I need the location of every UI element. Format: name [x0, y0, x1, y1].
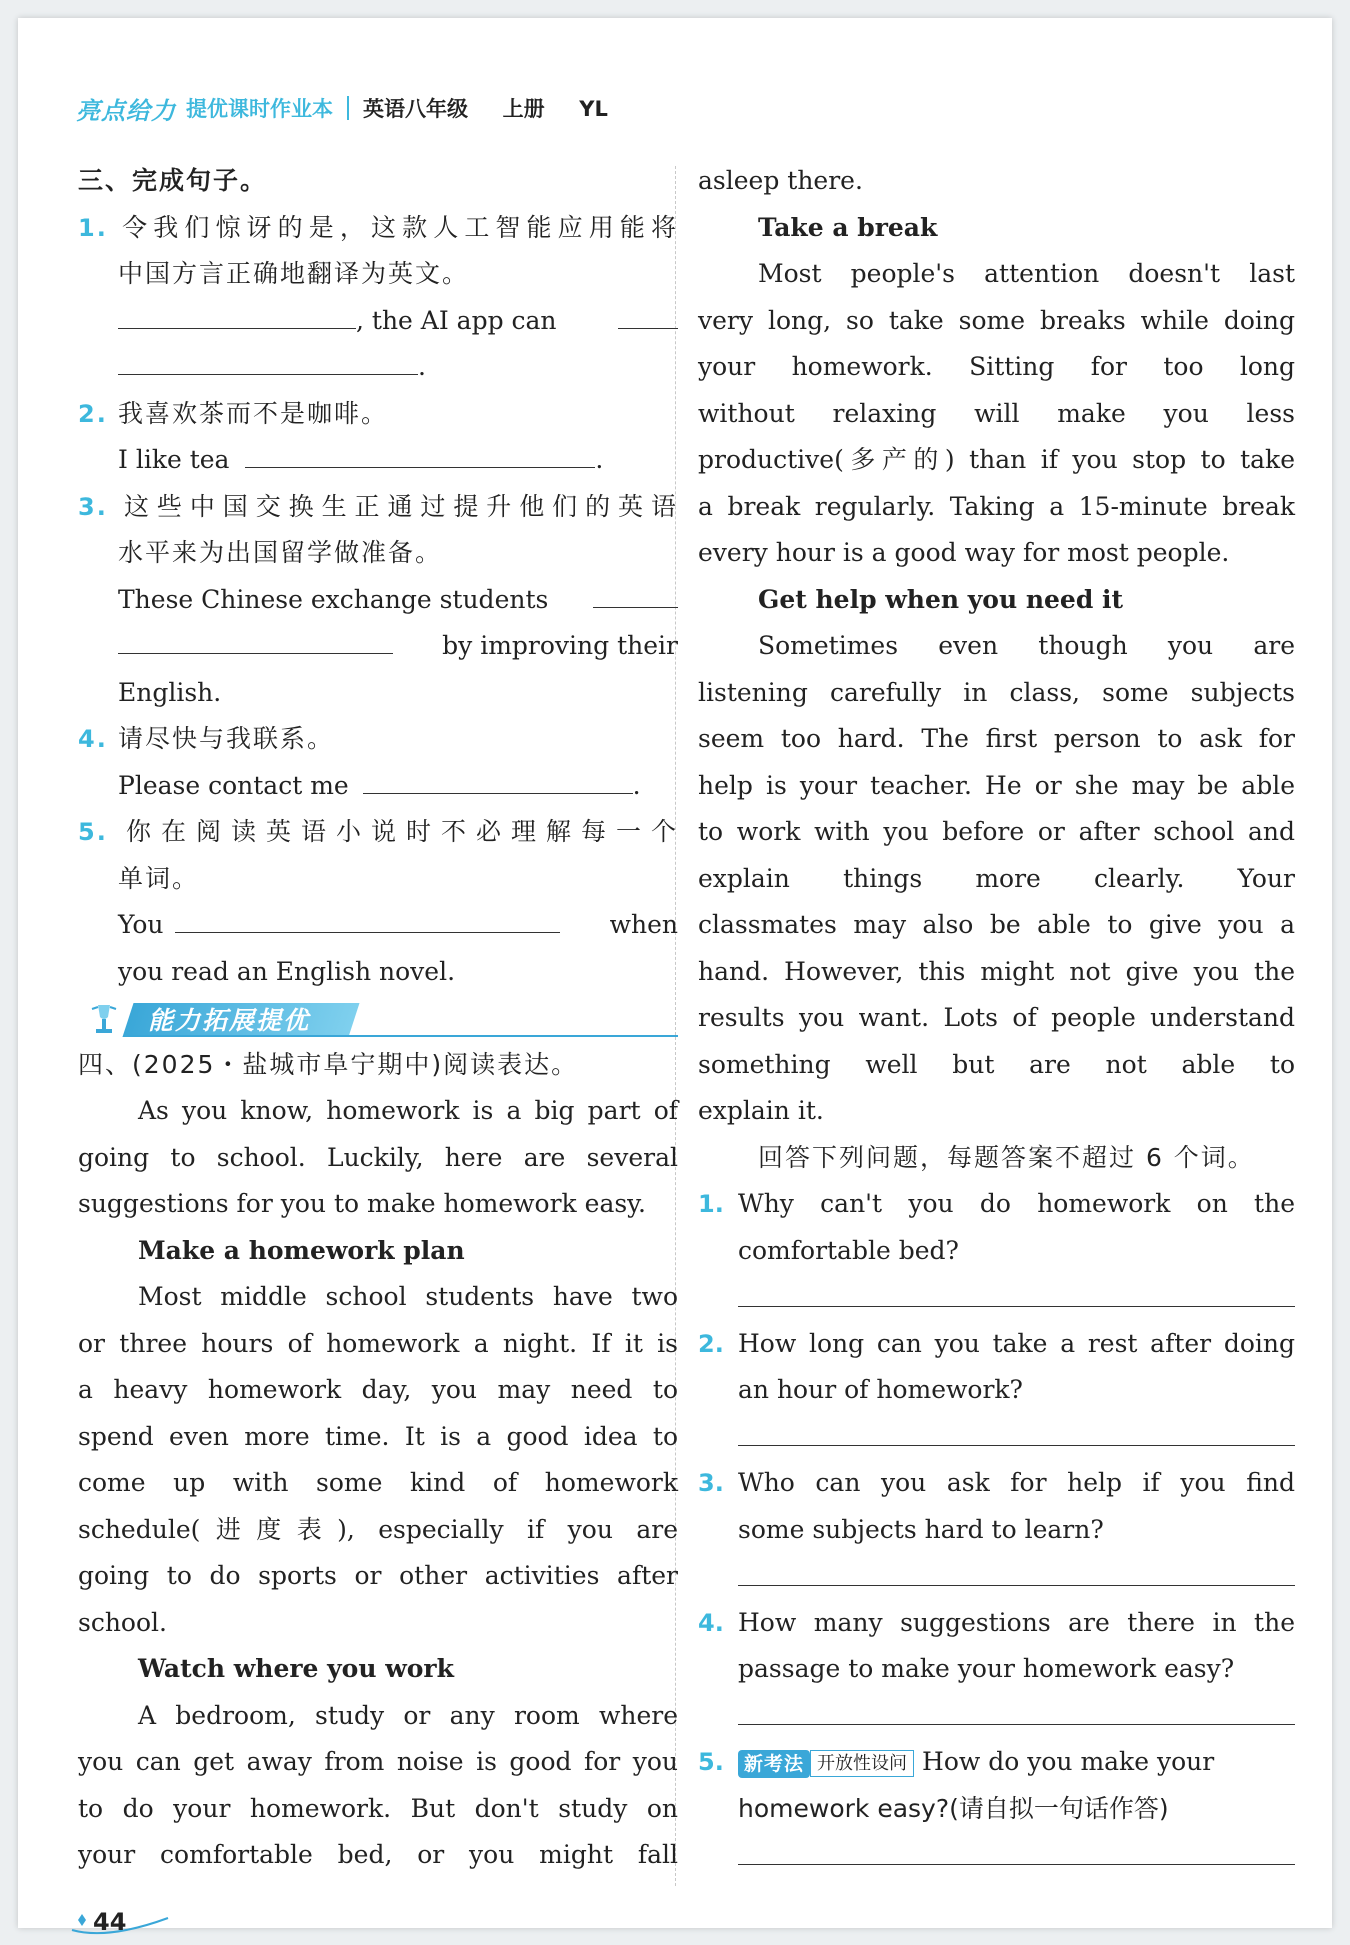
q3-blank-2[interactable] — [118, 623, 393, 654]
q3-cn-line2: 水平来为出国留学做准备。 — [118, 538, 443, 567]
brand-logo: 亮点给力 — [76, 96, 176, 125]
q3-en-line2: by improving their — [78, 623, 678, 670]
p2-line-2: you can get away from noise is good for you — [78, 1747, 678, 1776]
open-question-badge: 开放性设问 — [810, 1750, 914, 1777]
answer-line-4[interactable] — [698, 1693, 1295, 1740]
q5-en-line2: you read an English novel. — [118, 956, 456, 986]
q3-blank-1[interactable] — [593, 577, 678, 608]
answer-line-2[interactable] — [698, 1414, 1295, 1461]
p2-line-3: to do your homework. But don't study on — [78, 1793, 678, 1823]
p2-line-5: asleep there. — [698, 166, 863, 195]
q5-en-line1: You when — [78, 902, 678, 949]
q4-cn: 4. 请尽快与我联系。 — [78, 724, 335, 753]
question-5-line2: homework easy?(请自拟一句话作答) — [738, 1793, 1169, 1823]
header-divider — [347, 96, 349, 120]
q1-blank-3[interactable] — [118, 344, 418, 375]
p3-line-7: every hour is a good way for most people. — [698, 538, 1230, 567]
p1-line-5: come up with some kind of homework — [78, 1468, 678, 1497]
p1-line-7: going to do sports or other activities after — [78, 1561, 678, 1590]
question-4-line1: 4. How many suggestions are there in the — [698, 1607, 1295, 1637]
question-4-line2: passage to make your homework easy? — [738, 1654, 1235, 1683]
question-1-line1: 1. Why can't you do homework on the — [698, 1189, 1295, 1218]
p4-line-8: hand. However, this might not give you the — [698, 956, 1295, 986]
p1-line-8: school. — [78, 1607, 167, 1637]
question-5-line1: 5. 新考法 开放性设问 How do you make your — [698, 1747, 1215, 1776]
page-number: 44 — [93, 1908, 127, 1936]
q2-blank[interactable] — [245, 437, 595, 468]
p4-line-2: listening carefully in class, some subjects — [698, 677, 1295, 707]
p4-line-6: explain things more clearly. Your — [698, 863, 1295, 893]
subheading-help: Get help when you need it — [758, 584, 1124, 614]
q1-en-line1: , the AI app can — [78, 298, 678, 345]
q4-en: Please contact me . — [78, 763, 678, 810]
p3-line-2: very long, so take some breaks while doing — [698, 305, 1295, 335]
q5-cn-line2: 单词。 — [118, 863, 200, 893]
answer-line-1[interactable] — [698, 1274, 1295, 1321]
q1-cn-line1: 1. 令我们惊讶的是，这款人工智能应用能将 — [78, 212, 678, 242]
answer-instruction: 回答下列问题，每题答案不超过 6 个词。 — [758, 1142, 1255, 1172]
section3-title: 三、完成句子。 — [78, 166, 268, 195]
question-3-line2: some subjects hard to learn? — [738, 1514, 1104, 1544]
intro-line-2: going to school. Luckily, here are several — [78, 1142, 678, 1172]
q5-cn-line1: 5. 你在阅读英语小说时不必理解每一个 — [78, 817, 678, 846]
p3-line-3: your homework. Sitting for too long — [698, 352, 1295, 381]
question-1-line2: comfortable bed? — [738, 1235, 959, 1265]
trophy-icon — [84, 999, 124, 1039]
left-column — [78, 158, 678, 1879]
p1-line-1: Most middle school students have two — [138, 1282, 678, 1311]
p3-line-6: a break regularly. Taking a 15-minute break — [698, 491, 1295, 521]
subheading-break: Take a break — [758, 212, 938, 242]
p4-line-3: seem too hard. The first person to ask for — [698, 724, 1295, 753]
new-exam-badge: 新考法 — [738, 1750, 810, 1778]
p4-line-9: results you want. Lots of people understand — [698, 1003, 1295, 1032]
p4-line-11: explain it. — [698, 1096, 824, 1125]
q2-en: I like tea . — [78, 437, 678, 484]
q4-blank[interactable] — [363, 763, 633, 794]
question-2-line1: 2. How long can you take a rest after doing — [698, 1328, 1295, 1358]
p3-line-1: Most people's attention doesn't last — [758, 259, 1295, 288]
p4-line-1: Sometimes even though you are — [758, 631, 1295, 660]
banner-label: 能力拓展提优 — [148, 1006, 311, 1035]
q1-cn-line2: 中国方言正确地翻译为英文。 — [118, 259, 470, 288]
p2-line-1: A bedroom, study or any room where — [138, 1700, 678, 1730]
workbook-page — [18, 18, 1332, 1936]
p1-line-6: schedule(进度表), especially if you are — [78, 1514, 678, 1544]
q5-blank[interactable] — [175, 902, 560, 933]
p1-line-2: or three hours of homework a night. If it is — [78, 1328, 678, 1358]
q1-en-line2: . — [78, 344, 678, 391]
p1-line-3: a heavy homework day, you may need to — [78, 1375, 678, 1404]
p4-line-10: something well but are not able to — [698, 1049, 1295, 1079]
subheading-where: Watch where you work — [138, 1654, 454, 1683]
answer-line-3[interactable] — [698, 1553, 1295, 1600]
question-2-line2: an hour of homework? — [738, 1375, 1023, 1404]
p4-line-7: classmates may also be able to give you a — [698, 910, 1295, 939]
q3-en-line1: These Chinese exchange students — [78, 577, 678, 624]
p2-line-4: your comfortable bed, or you might fall — [78, 1840, 678, 1869]
running-header — [76, 80, 608, 136]
p1-line-4: spend even more time. It is a good idea to — [78, 1421, 678, 1451]
q3-en-line3: English. — [118, 677, 222, 707]
section-banner — [78, 995, 678, 1042]
p4-line-4: help is your teacher. He or she may be able — [698, 770, 1295, 800]
question-3-line1: 3. Who can you ask for help if you find — [698, 1468, 1295, 1497]
book-info: 英语八年级 上册 YL — [363, 97, 608, 121]
right-column — [698, 158, 1295, 1879]
section4-title: 四、(2025・盐城市阜宁期中)阅读表达。 — [78, 1049, 579, 1079]
q1-blank-2[interactable] — [618, 298, 678, 329]
p4-line-5: to work with you before or after school and — [698, 817, 1295, 846]
subheading-plan: Make a homework plan — [138, 1235, 465, 1265]
q1-blank-1[interactable] — [118, 298, 356, 329]
p3-line-5: productive(多产的) than if you stop to take — [698, 445, 1295, 474]
p3-line-4: without relaxing will make you less — [698, 398, 1295, 428]
series-title: 提优课时作业本 — [186, 97, 333, 121]
intro-line-1: As you know, homework is a big part of — [138, 1096, 678, 1125]
intro-line-3: suggestions for you to make homework easy. — [78, 1189, 646, 1218]
q3-cn-line1: 3. 这些中国交换生正通过提升他们的英语 — [78, 491, 678, 521]
q2-cn: 2. 我喜欢茶而不是咖啡。 — [78, 398, 389, 428]
answer-line-5[interactable] — [698, 1832, 1295, 1879]
